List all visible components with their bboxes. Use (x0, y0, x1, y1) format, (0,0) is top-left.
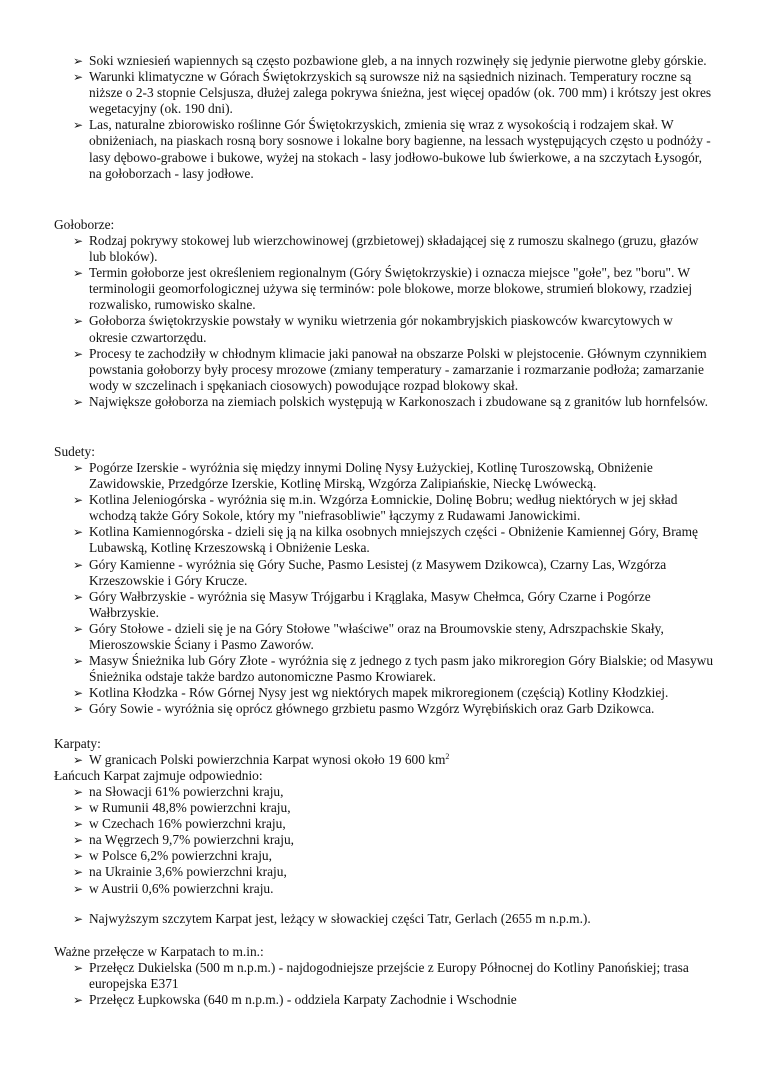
karpaty-highest-section (54, 911, 714, 927)
arrow-bullet-icon: ➢ (73, 833, 84, 848)
list-item: ➢ Góry Sowie - wyróżnia się oprócz głównego grzbietu pasmo Wzgórz Wyrębińskich oraz Garb Dzikowca. (73, 701, 655, 717)
goloborze-list (54, 233, 714, 410)
arrow-bullet-icon: ➢ (73, 461, 84, 475)
sudety-section (54, 460, 714, 718)
goloborze-section (54, 233, 714, 410)
arrow-bullet-icon: ➢ (73, 753, 84, 767)
karpaty-shares-list (54, 784, 714, 897)
sudety-list (54, 460, 714, 718)
list-item: ➢ Przełęcz Łupkowska (640 m n.p.m.) - oddziela Karpaty Zachodnie i Wschodnie (73, 992, 517, 1008)
goloborze-heading: Gołoborze: (54, 217, 115, 232)
karpaty-heading: Karpaty: (54, 736, 101, 751)
list-item: ➢ Kotlina Kamiennogórska - dzieli się ją na kilka osobnych mniejszych części - Obniżenie Kamiennej Góry, Bramę Lubawską, Kotlinę Krzeszowską i Obniżenie Leska. (73, 524, 698, 556)
arrow-bullet-icon: ➢ (73, 785, 84, 799)
chain-heading: Łańcuch Karpat zajmuje odpowiednio: (54, 768, 263, 783)
list-item: ➢ na Słowacji 61% powierzchni kraju, (73, 784, 284, 799)
arrow-bullet-icon: ➢ (73, 654, 84, 669)
list-item: ➢ Kotlina Jeleniogórska - wyróżnia się m.in. Wzgórza Łomnickie, Dolinę Bobru; według niektórych w jej skład wchodzą także Góry Sokole, który my "niefrasobliwie" łączymy z Rudawami Janowickimi. (73, 492, 678, 524)
intro-list (54, 53, 714, 182)
list-item: ➢ w Polsce 6,2% powierzchni kraju, (73, 848, 272, 864)
intro-section (54, 53, 714, 182)
list-item: ➢ Przełęcz Dukielska (500 m n.p.m.) - najdogodniejsze przejście z Europy Północnej do Kotliny Panońskiej; trasa europejska E371 (73, 960, 689, 992)
arrow-bullet-icon: ➢ (73, 525, 84, 540)
list-item: ➢ w Rumunii 48,8% powierzchni kraju, (73, 800, 291, 816)
arrow-bullet-icon: ➢ (73, 70, 84, 85)
list-item: ➢ Masyw Śnieżnika lub Góry Złote - wyróżnia się z jednego z tych pasm jako mikroregion Góry Bialskie; od Masywu Śnieżnika odstaje także bardzo autonomiczne Pasmo Krowiarek. (73, 653, 714, 685)
list-item: ➢ na Ukrainie 3,6% powierzchni kraju, (73, 864, 287, 880)
list-item: ➢ na Węgrzech 9,7% powierzchni kraju, (73, 832, 294, 848)
arrow-bullet-icon: ➢ (73, 314, 84, 329)
arrow-bullet-icon: ➢ (73, 54, 84, 68)
arrow-bullet-icon: ➢ (73, 801, 84, 816)
list-item: ➢ Kotlina Kłodzka - Rów Górnej Nysy jest wg niektórych mapek mikroregionem (częścią) Kotliny Kłodzkiej. (73, 685, 669, 701)
list-item: ➢ Góry Stołowe - dzieli się je na Góry Stołowe "właściwe" oraz na Broumovskie steny, Adrszpachskie Skały, Mieroszowskie Ściany i Pasmo Zaworów. (73, 620, 664, 653)
arrow-bullet-icon: ➢ (73, 394, 84, 409)
list-item: ➢ Góry Kamienne - wyróżnia się Góry Suche, Pasmo Lesistej (z Masywem Dzikowca), Czarny Las, Wzgórza Krzeszowskie i Góry Krucze. (73, 556, 667, 588)
arrow-bullet-icon: ➢ (73, 557, 84, 572)
list-item: ➢ Soki wzniesień wapiennych są często pozbawione gleb, a na innych rozwinęły się jedynie pierwotne gleby górskie. (73, 53, 707, 68)
arrow-bullet-icon: ➢ (73, 493, 84, 508)
karpaty-area-list (54, 752, 714, 768)
list-item: ➢ Gołoborza świętokrzyskie powstały w wyniku wietrzenia gór nokambryjskich piaskowców kwarcytowych w okresie czwartorzędu. (73, 313, 673, 345)
passes-heading: Ważne przełęcze w Karpatach to m.in.: (54, 944, 264, 959)
arrow-bullet-icon: ➢ (73, 234, 84, 248)
arrow-bullet-icon: ➢ (73, 589, 84, 604)
karpaty-highest-list (54, 911, 714, 927)
list-item: ➢ Największe gołoborza na ziemiach polskich występują w Karkonoszach i zbudowane są z granitów lub hornfelsów. (73, 393, 708, 409)
passes-list (54, 960, 714, 1008)
arrow-bullet-icon: ➢ (73, 346, 84, 361)
arrow-bullet-icon: ➢ (73, 817, 84, 832)
arrow-bullet-icon: ➢ (73, 266, 84, 281)
arrow-bullet-icon: ➢ (73, 686, 84, 701)
arrow-bullet-icon: ➢ (73, 993, 84, 1008)
list-item: ➢ Góry Wałbrzyskie - wyróżnia się Masyw Trójgarbu i Krąglaka, Masyw Chełmca, Góry Czarne i Pogórze Wałbrzyskie. (73, 588, 651, 620)
list-item: ➢ Termin gołoborze jest określeniem regionalnym (Góry Świętokrzyskie) i oznacza miejsce "gołe", bez "boru". W terminologii geomorfologicznej używa się terminów: pole blokowe, morze blokowe, strumień blokowy, rzadziej rozwalisko, rumowisko skalne. (73, 265, 693, 313)
sudety-heading: Sudety: (54, 444, 95, 459)
list-item: ➢ Las, naturalne zbiorowisko roślinne Gór Świętokrzyskich, zmienia się wraz z wysokością i rodzajem skał. W obniżeniach, na piaskach rosną bory sosnowe i lokalne bory bagienne, na lessach występujących często u podnóży - lasy dębowo-grabowe i bukowe, wyżej na stokach - lasy jodłowo-bukowe lub świerkowe, a na szczytach Łysogór, na gołoborzach - lasy jodłowe. (73, 117, 711, 181)
list-item: ➢ w Czechach 16% powierzchni kraju, (73, 816, 286, 832)
list-item: ➢ W granicach Polski powierzchnia Karpat wynosi około 19 600 $km^2$ (73, 752, 450, 767)
arrow-bullet-icon: ➢ (73, 881, 84, 896)
superscript: 2 (445, 752, 450, 761)
arrow-bullet-icon: ➢ (73, 961, 84, 975)
arrow-bullet-icon: ➢ (73, 118, 84, 133)
list-item: ➢ Warunki klimatyczne w Górach Świętokrzyskich są surowsze niż na sąsiednich nizinach. Temperatury roczne są niższe o 2-3 stopnie Celsjusza, dłużej zalega pokrywa śnieżna, jest więcej opadów (ok. 700 mm) i krótszy jest okres wegetacyjny (ok. 190 dni). (73, 69, 712, 117)
arrow-bullet-icon: ➢ (73, 912, 84, 926)
arrow-bullet-icon: ➢ (73, 865, 84, 880)
arrow-bullet-icon: ➢ (73, 702, 84, 717)
arrow-bullet-icon: ➢ (73, 621, 84, 636)
list-item: ➢ Pogórze Izerskie - wyróżnia się między innymi Dolinę Nysy Łużyckiej, Kotlinę Turoszowską, Obniżenie Zawidowskie, Przedgórze Izerskie, Kotlinę Mirską, Wzgórza Zalipiańskie, Nieckę Lwówecką. (73, 460, 653, 492)
list-item: ➢ Rodzaj pokrywy stokowej lub wierzchowinowej (grzbietowej) składającej się z rumoszu skalnego (gruzu, głazów lub bloków). (73, 233, 699, 265)
list-item: ➢ w Austrii 0,6% powierzchni kraju. (73, 880, 274, 896)
arrow-bullet-icon: ➢ (73, 849, 84, 864)
list-item: ➢ Procesy te zachodziły w chłodnym klimacie jaki panował na obszarze Polski w plejstocenie. Głównym czynnikiem powstania gołoborzy były procesy mrozowe (zmiany temperatury - zamarzanie i rozmarzanie podłoża; zamarzanie wody w szczelinach i spękaniach ciosowych) powodujące rozpad blokowy skał. (73, 345, 707, 393)
passes-section (54, 960, 714, 1008)
karpaty-shares-section (54, 784, 714, 897)
list-item: ➢ Najwyższym szczytem Karpat jest, leżący w słowackiej części Tatr, Gerlach (2655 m n.p.m.). (73, 911, 591, 926)
karpaty-area-section (54, 752, 714, 768)
